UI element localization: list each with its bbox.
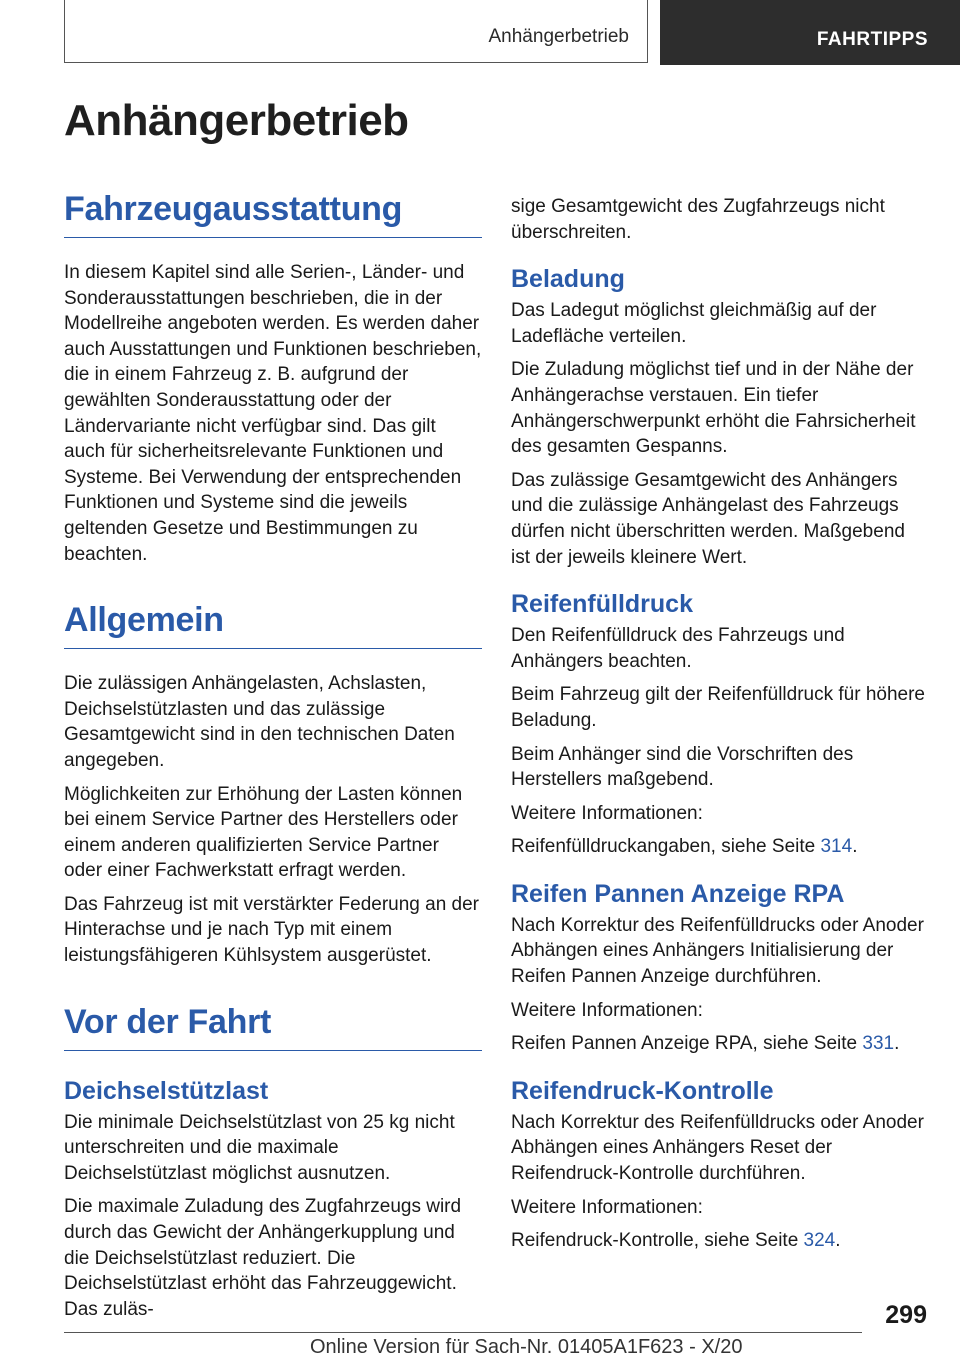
cross-reference-text: Reifen Pannen Anzeige RPA, siehe Seite (511, 1033, 863, 1055)
paragraph: Die maximale Zuladung des Zugfahrzeugs wird durch das Gewicht der Anhängerkupplung und die Deichselstützlast reduziert. Die Deichselstützlast erhöht das Fahrzeuggewicht. Das zuläs- (64, 1196, 462, 1320)
page-link-331[interactable]: 331 (862, 1033, 895, 1055)
header-frame (64, 0, 648, 63)
subheading-reifendruck-kontrolle: Reifendruck-Kontrolle (511, 1076, 774, 1105)
paragraph: Das Ladegut möglichst gleichmäßig auf der Ladefläche verteilen. (511, 300, 877, 347)
paragraph: Die Zuladung möglichst tief und in der Nähe der Anhängerachse verstauen. Ein tiefer Anhängerschwerpunkt erhöht die Fahrsicherheit des gesamten Gespanns. (511, 359, 916, 458)
chapter-tab[interactable] (660, 0, 960, 65)
more-info-label: Weitere Informationen: (511, 1196, 703, 1218)
right-column (511, 194, 929, 1262)
footer-divider (64, 1332, 862, 1333)
paragraph: Beim Anhänger sind die Vorschriften des Herstellers maßgebend. (511, 743, 854, 791)
more-info-label: Weitere Informationen: (511, 802, 703, 824)
page-link-324[interactable]: 324 (803, 1230, 836, 1252)
paragraph: Nach Korrektur des Reifenfülldrucks oder Anoder Abhängen eines Anhängers Initialisierung der Reifen Pannen Anzeige durchführen. (511, 914, 924, 988)
chapter-tab-label: FAHRTIPPS (816, 29, 928, 50)
heading-allgemein: Allgemein (64, 601, 482, 649)
paragraph-continuation: sige Gesamtgewicht des Zugfahrzeugs nicht überschreiten. (511, 196, 885, 243)
paragraph: Die zulässigen Anhängelasten, Achslasten, Deichselstützlasten und das zulässige Gesamtgewicht sind in den technischen Daten angegeben. (64, 673, 455, 771)
paragraph: In diesem Kapitel sind alle Serien-, Länder- und Sonderausstattungen beschrieben, die in der Modellreihe angeboten werden. Es werden daher auch Ausstattungen und Funktionen beschrieben, die in einem Fahrzeug z. B. aufgrund der gewählten Sonderausstattung oder der Ländervariante nicht verfügbar sind. Das gilt auch für sicherheitsrelevante Funktionen und Systeme. Bei Verwendung der entsprechenden Funktionen und Systeme sind die jeweils geltenden Gesetze und Bestimmungen zu beachten. (64, 262, 482, 565)
paragraph: Möglichkeiten zur Erhöhung der Lasten können bei einem Service Partner des Herstellers oder einem anderen qualifizierten Service Partner oder einer Fachwerkstatt erfragt werden. (64, 783, 463, 882)
subheading-rpa: Reifen Pannen Anzeige RPA (511, 879, 845, 908)
subheading-deichselstuetzlast: Deichselstützlast (64, 1076, 269, 1105)
more-info-label: Weitere Informationen: (511, 999, 703, 1021)
header-section-name: Anhängerbetrieb (488, 26, 629, 47)
paragraph: Den Reifenfülldruck des Fahrzeugs und Anhängers beachten. (511, 625, 845, 672)
footer-online-version: Online Version für Sach-Nr. 01405A1F623 - X/20 (310, 1336, 743, 1358)
page-header (64, 0, 960, 65)
page-title: Anhängerbetrieb (64, 96, 409, 145)
page-number: 299 (885, 1301, 927, 1329)
paragraph: Die minimale Deichselstützlast von 25 kg nicht unterschreiten und die maximale Deichselstützlast möglichst ausnutzen. (64, 1111, 455, 1184)
paragraph: Das zulässige Gesamtgewicht des Anhängers und die zulässige Anhängelast des Fahrzeugs dürfen nicht überschritten werden. Maßgebend ist der jeweils kleinere Wert. (511, 469, 905, 568)
left-column (64, 190, 482, 1330)
cross-reference: Reifen Pannen Anzeige RPA, siehe Seite 331. (511, 1033, 900, 1055)
paragraph: Nach Korrektur des Reifenfülldrucks oder Anoder Abhängen eines Anhängers Reset der Reifendruck-Kontrolle durchführen. (511, 1111, 924, 1185)
cross-reference: Reifendruck-Kontrolle, siehe Seite 324. (511, 1230, 841, 1252)
heading-vor-der-fahrt: Vor der Fahrt (64, 1003, 482, 1051)
cross-reference: Reifenfülldruckangaben, siehe Seite 314. (511, 836, 858, 858)
paragraph: Das Fahrzeug ist mit verstärkter Federung an der Hinterachse und je nach Typ mit einem leistungsfähigeren Kühlsystem ausgerüstet. (64, 893, 480, 967)
heading-fahrzeugausstattung: Fahrzeugausstattung (64, 190, 482, 238)
page-link-314[interactable]: 314 (820, 836, 853, 858)
subheading-beladung: Beladung (511, 265, 625, 294)
subheading-reifenfuelldruck: Reifenfülldruck (511, 590, 693, 619)
cross-reference-text: Reifenfülldruckangaben, siehe Seite (511, 836, 821, 858)
paragraph: Beim Fahrzeug gilt der Reifenfülldruck für höhere Beladung. (511, 684, 925, 731)
cross-reference-text: Reifendruck-Kontrolle, siehe Seite (511, 1230, 804, 1252)
